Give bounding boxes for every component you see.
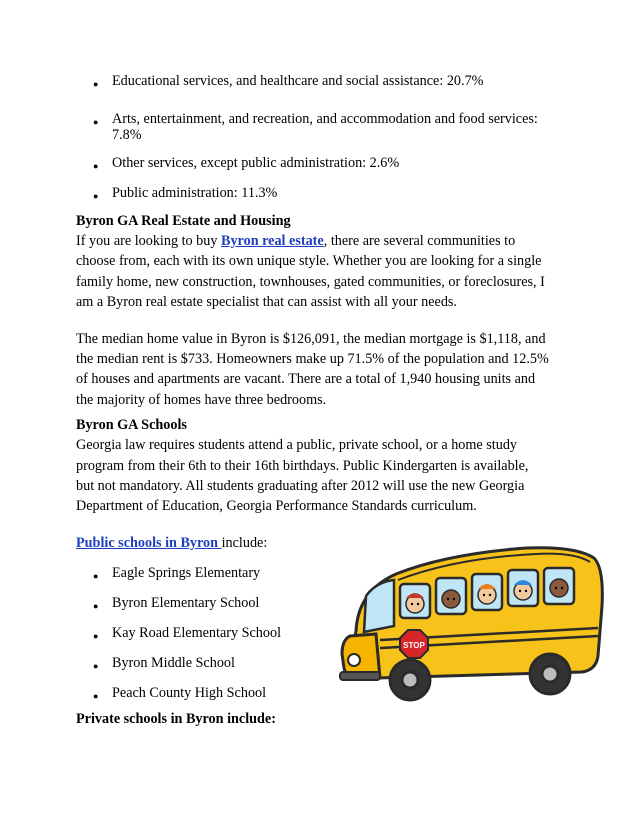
bullet-dot: ●	[93, 79, 99, 89]
bullet-dot: ●	[93, 191, 99, 201]
byron-real-estate-link[interactable]: Byron real estate	[221, 233, 324, 249]
bullet-dot: ●	[93, 117, 99, 127]
paragraph-line: of houses and apartments are vacant. There are a total of 1,940 housing units and	[76, 371, 536, 387]
list-item: Other services, except public administration: 2.6%	[112, 155, 400, 171]
bullet-dot: ●	[93, 661, 99, 671]
paragraph-line: The median home value in Byron is $126,091, the median mortgage is $1,118, and	[76, 331, 546, 347]
bullet-dot: ●	[93, 631, 99, 641]
paragraph-text: include:	[221, 535, 268, 551]
paragraph-line: am a Byron real estate specialist that can assist with all your needs.	[76, 294, 457, 310]
list-item: Byron Middle School	[112, 655, 235, 671]
bullet-dot: ●	[93, 571, 99, 581]
list-item: Educational services, and healthcare and social assistance: 20.7%	[112, 73, 484, 89]
section-heading-schools: Byron GA Schools	[76, 417, 187, 433]
paragraph-line	[76, 230, 515, 252]
school-bus-illustration	[336, 536, 606, 706]
list-item: Peach County High School	[112, 685, 267, 701]
paragraph-line	[76, 532, 267, 554]
stop-sign-text: STOP	[403, 641, 425, 650]
list-item: Arts, entertainment, and recreation, and accommodation and food services:	[112, 111, 538, 127]
list-item: Public administration: 11.3%	[112, 185, 278, 201]
section-heading-housing: Byron GA Real Estate and Housing	[76, 213, 291, 229]
list-item: Kay Road Elementary School	[112, 625, 282, 641]
paragraph-text: If you are looking to buy	[76, 233, 221, 249]
paragraph-line: family home, new construction, townhouses, gated communities, or foreclosures, I	[76, 274, 545, 290]
paragraph-line: program from their 6th to their 16th birthdays. Public Kindergarten is available,	[76, 458, 529, 474]
paragraph-line: the majority of homes have three bedrooms.	[76, 392, 327, 408]
paragraph-line: Department of Education, Georgia Performance Standards curriculum.	[76, 498, 477, 514]
paragraph-line: the median rent is $733. Homeowners make up 71.5% of the population and 12.5%	[76, 351, 549, 367]
paragraph-line: but not mandatory. All students graduating after 2012 will use the new Georgia	[76, 478, 525, 494]
stop-sign-icon	[400, 630, 428, 658]
list-item-continuation: 7.8%	[112, 127, 142, 143]
paragraph-line: Georgia law requires students attend a public, private school, or a home study	[76, 437, 518, 453]
paragraph-text: , there are several communities to	[323, 233, 516, 249]
bullet-dot: ●	[93, 691, 99, 701]
private-schools-heading: Private schools in Byron include:	[76, 711, 276, 727]
paragraph-line: choose from, each with its own unique style. Whether you are looking for a single	[76, 253, 542, 269]
list-item: Byron Elementary School	[112, 595, 260, 611]
bullet-dot: ●	[93, 161, 99, 171]
list-item: Eagle Springs Elementary	[112, 565, 261, 581]
public-schools-link[interactable]: Public schools in Byron	[76, 535, 222, 551]
bullet-dot: ●	[93, 601, 99, 611]
